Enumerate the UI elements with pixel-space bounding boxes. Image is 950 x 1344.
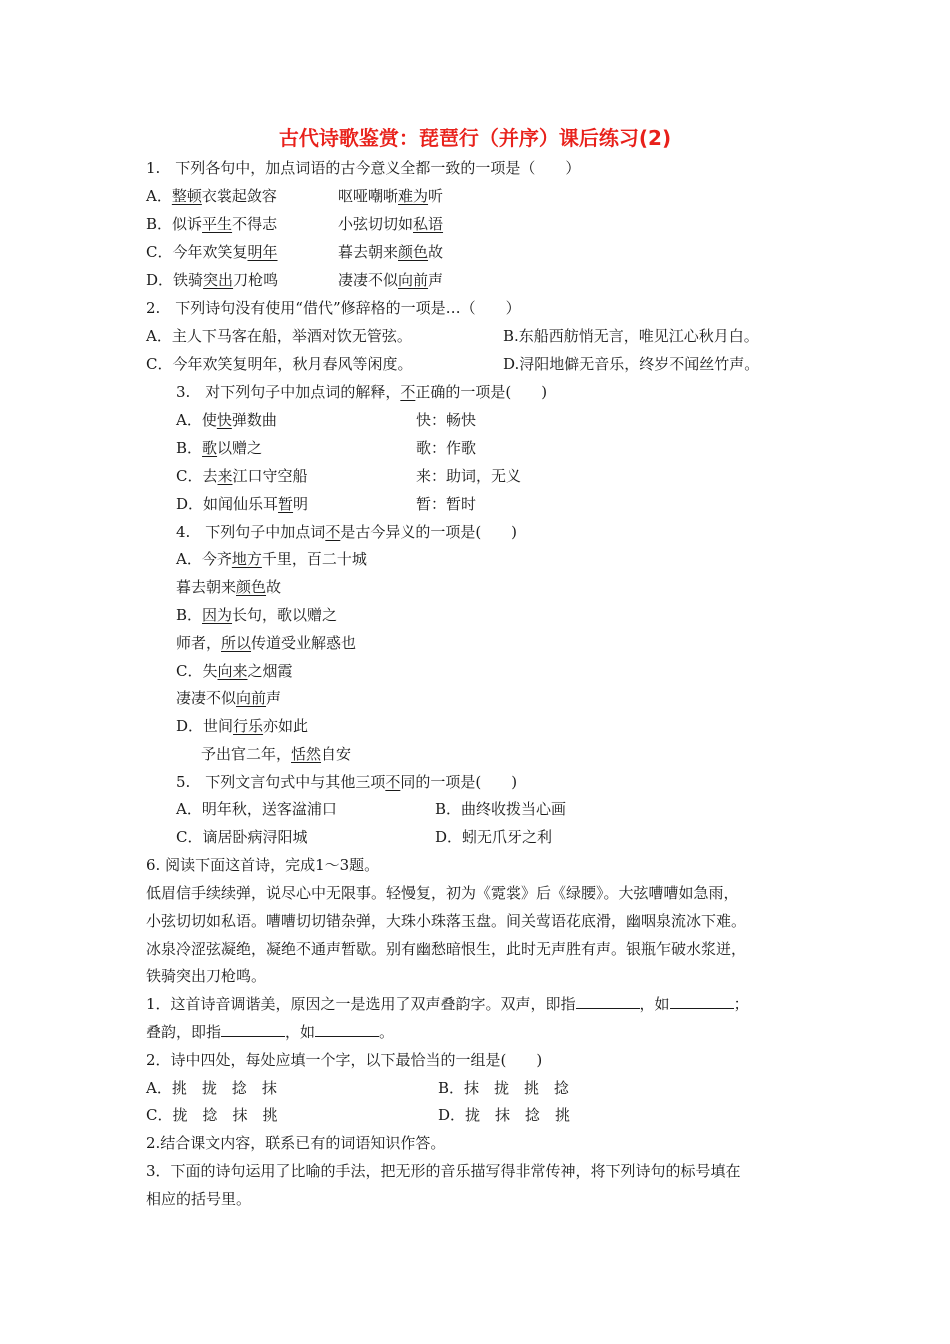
q4-a2-underlined: 颜色 <box>236 578 267 596</box>
q6-poem-line-2: 小弦切切如私语。嘈嘈切切错杂弹，大珠小珠落玉盘。间关莺语花底滑，幽咽泉流冰下难。 <box>146 912 747 930</box>
q3-stem <box>176 381 547 403</box>
answer-blank-4[interactable] <box>315 1022 379 1037</box>
q3-stem-emphasis: 不 <box>400 383 416 401</box>
q6-sub1-text-6: 。 <box>379 1023 395 1041</box>
q4-option-c-line-2 <box>176 687 281 709</box>
q1-d-text-1: 铁骑 <box>173 271 204 289</box>
q3-option-a <box>176 409 277 431</box>
q4-b2-text-2: 传道受业解惑也 <box>251 634 357 652</box>
q4-stem-text-2: 是古今异义的一项是( ) <box>340 523 518 541</box>
q1-a-underlined-1: 整顿 <box>171 187 202 205</box>
q1-option-b-left <box>146 213 277 235</box>
q2-option-a: A．主人下马客在船，举酒对饮无管弦。 <box>146 327 412 345</box>
q3-c-text-1: C．去 <box>176 467 218 485</box>
q4-option-c-line-1 <box>176 660 293 682</box>
q6-sub2-note: 2.结合课文内容，联系已有的词语知识作答。 <box>146 1134 446 1152</box>
q4-b2-text-1: 师者， <box>176 634 222 652</box>
q6-sub2-option-d: D．拢 抹 捻 挑 <box>438 1106 571 1124</box>
q3-a-text-2: 弹数曲 <box>231 411 277 429</box>
q4-option-a-line-1 <box>176 548 367 570</box>
q6-sub2-stem: 2．诗中四处，每处应填一个字，以下最恰当的一组是( ) <box>146 1051 543 1069</box>
q1-a-text-1: 衣裳起敛容 <box>201 187 277 205</box>
q2-stem: 2. 下列诗句没有使用“借代”修辞格的一项是…（ ） <box>146 299 521 317</box>
q6-sub3-line-1: 3．下面的诗句运用了比喻的手法，把无形的音乐描写得非常传神，将下列诗句的标号填在 <box>146 1162 741 1180</box>
q1-d-label: D． <box>146 271 174 289</box>
q4-c2-text-2: 声 <box>266 689 282 707</box>
q3-option-c <box>176 465 308 487</box>
q4-d1-text-2: 亦如此 <box>263 717 309 735</box>
q4-stem-text-1: 4. 下列句子中加点词 <box>176 523 326 541</box>
q6-poem-line-1: 低眉信手续续弹，说尽心中无限事。轻慢复，初为《霓裳》后《绿腰》。大弦嘈嘈如急雨， <box>146 884 739 902</box>
q3-a-underlined: 快 <box>216 411 232 429</box>
q4-c1-text-2: 之烟霞 <box>247 662 293 680</box>
q4-d2-text-2: 自安 <box>321 745 352 763</box>
q4-a2-text-2: 故 <box>266 578 282 596</box>
q4-c1-text-1: C．失 <box>176 662 218 680</box>
q1-a-text-2: 呕哑嘲哳 <box>338 187 399 205</box>
q1-c-underlined-1: 明年 <box>247 243 278 261</box>
q3-a-text-1: A．使 <box>176 411 217 429</box>
q6-sub1-text-4: 叠韵，即指 <box>146 1023 222 1041</box>
q4-option-a-line-2 <box>176 576 281 598</box>
q2-option-d: D.浔阳地僻无音乐，终岁不闻丝竹声。 <box>503 355 760 373</box>
q5-option-b: B．曲终收拨当心画 <box>435 800 567 818</box>
q6-poem-line-3: 冰泉冷涩弦凝绝，凝绝不通声暂歇。别有幽愁暗恨生，此时无声胜有声。银瓶乍破水浆迸， <box>146 940 747 958</box>
q2-option-b: B.东船西舫悄无言，唯见江心秋月白。 <box>503 327 759 345</box>
q6-sub1-text-5: ，如 <box>285 1023 316 1041</box>
q4-a1-underlined: 地方 <box>231 550 262 568</box>
q2-option-c: C．今年欢笑复明年，秋月春风等闲度。 <box>146 355 413 373</box>
q4-b1-text-1: B． <box>176 606 203 624</box>
answer-blank-2[interactable] <box>670 994 734 1009</box>
q1-b-label: B． <box>146 215 173 233</box>
q4-a1-text-1: A．今齐 <box>176 550 232 568</box>
q1-d-underlined-2: 向前 <box>398 271 429 289</box>
q6-sub1-text-2: ，如 <box>639 995 670 1013</box>
q5-stem-text-1: 5. 下列文言句式中与其他三项 <box>176 773 386 791</box>
q6-sub3-line-2: 相应的括号里。 <box>146 1190 252 1208</box>
q4-c2-text-1: 凄凄不似 <box>176 689 237 707</box>
q1-d-text-2: 刀枪鸣 <box>233 271 279 289</box>
q6-sub1-text-3: ； <box>733 995 749 1013</box>
q3-option-b <box>176 437 262 459</box>
q1-c-text-2: 暮去朝来 <box>338 243 399 261</box>
q5-option-c: C．谪居卧病浔阳城 <box>176 828 308 846</box>
q1-option-a-right <box>338 185 443 207</box>
q3-d-underlined: 暂 <box>278 495 294 513</box>
q4-stem <box>176 521 517 543</box>
q6-sub2-option-c: C．拢 捻 抹 挑 <box>146 1106 278 1124</box>
q1-option-d-left <box>146 269 278 291</box>
q1-option-c-right <box>338 241 443 263</box>
q3-option-b-gloss: 歌：作歌 <box>416 439 477 457</box>
q1-c-underlined-2: 颜色 <box>398 243 429 261</box>
q3-b-text-1: B． <box>176 439 203 457</box>
q5-option-d: D．蚓无爪牙之利 <box>435 828 553 846</box>
q5-stem-emphasis: 不 <box>385 773 401 791</box>
q4-c2-underlined: 向前 <box>236 689 267 707</box>
q1-option-a-left <box>146 185 277 207</box>
q4-b1-text-2: 长句，歌以赠之 <box>232 606 338 624</box>
q1-b-text-1: 似诉 <box>172 215 203 233</box>
q4-c1-underlined: 向来 <box>217 662 248 680</box>
q3-option-a-gloss: 快：畅快 <box>416 411 477 429</box>
q3-d-text-1: D．如闻仙乐耳 <box>176 495 279 513</box>
q6-sub2-option-a: A．挑 拢 捻 抹 <box>146 1079 277 1097</box>
q6-sub1-line-1 <box>146 993 749 1015</box>
q4-option-d-line-1 <box>176 715 308 737</box>
q3-stem-text-2: 正确的一项是( ) <box>415 383 548 401</box>
q6-sub1-line-2 <box>146 1021 394 1043</box>
q1-d-text-3: 凄凄不似 <box>338 271 399 289</box>
q6-sub1-text-1: 1．这首诗音调谐美，原因之一是选用了双声叠韵字。双声，即指 <box>146 995 576 1013</box>
q6-poem-line-4: 铁骑突出刀枪鸣。 <box>146 967 267 985</box>
q6-sub2-option-b: B．抹 拢 挑 捻 <box>438 1079 570 1097</box>
q3-d-text-2: 明 <box>293 495 309 513</box>
q1-d-underlined-1: 突出 <box>203 271 234 289</box>
answer-blank-3[interactable] <box>221 1022 285 1037</box>
q4-option-b-line-1 <box>176 604 337 626</box>
q1-stem: 1. 下列各句中，加点词语的古今意义全都一致的一项是（ ） <box>146 159 581 177</box>
page-title: 古代诗歌鉴赏：琵琶行（并序）课后练习(2) <box>278 126 672 150</box>
q1-b-underlined-1: 平生 <box>202 215 233 233</box>
q5-option-a: A．明年秋，送客湓浦口 <box>176 800 337 818</box>
q5-stem-text-2: 同的一项是( ) <box>400 773 518 791</box>
q3-b-underlined: 歌 <box>202 439 218 457</box>
q3-option-c-gloss: 来：助词，无义 <box>416 467 522 485</box>
q3-c-underlined: 来 <box>217 467 233 485</box>
q4-d2-text-1: 予出官二年， <box>201 745 292 763</box>
q5-stem <box>176 771 517 793</box>
q1-a-text-3: 听 <box>428 187 444 205</box>
q4-d1-text-1: D．世间 <box>176 717 234 735</box>
q1-c-text-3: 故 <box>428 243 444 261</box>
q3-b-text-2: 以赠之 <box>217 439 263 457</box>
q1-option-d-right <box>338 269 443 291</box>
q1-option-c-left <box>146 241 278 263</box>
q4-b1-underlined: 因为 <box>202 606 233 624</box>
q1-a-underlined-2: 难为 <box>398 187 429 205</box>
answer-blank-1[interactable] <box>576 994 640 1009</box>
q1-b-text-3: 小弦切切如 <box>338 215 414 233</box>
q3-c-text-2: 江口守空船 <box>232 467 308 485</box>
q3-stem-text-1: 3. 对下列句子中加点词的解释， <box>176 383 401 401</box>
q1-c-text-1: 今年欢笑复 <box>172 243 248 261</box>
q4-d2-underlined: 恬然 <box>291 745 322 763</box>
q1-c-label: C． <box>146 243 173 261</box>
q4-option-b-line-2 <box>176 632 356 654</box>
q1-d-text-4: 声 <box>428 271 444 289</box>
q1-option-b-right <box>338 213 443 235</box>
q3-option-d <box>176 493 308 515</box>
q1-b-text-2: 不得志 <box>232 215 278 233</box>
q4-option-d-line-2 <box>201 743 351 765</box>
q3-option-d-gloss: 暂：暂时 <box>416 495 477 513</box>
q4-a1-text-2: 千里，百二十城 <box>261 550 367 568</box>
q4-d1-underlined: 行乐 <box>233 717 264 735</box>
q1-a-label: A． <box>146 187 172 205</box>
q4-b2-underlined: 所以 <box>221 634 252 652</box>
q4-a2-text-1: 暮去朝来 <box>176 578 237 596</box>
q6-stem: 6. 阅读下面这首诗，完成1～3题。 <box>146 856 380 874</box>
q4-stem-emphasis: 不 <box>325 523 341 541</box>
q1-b-underlined-2: 私语 <box>413 215 444 233</box>
